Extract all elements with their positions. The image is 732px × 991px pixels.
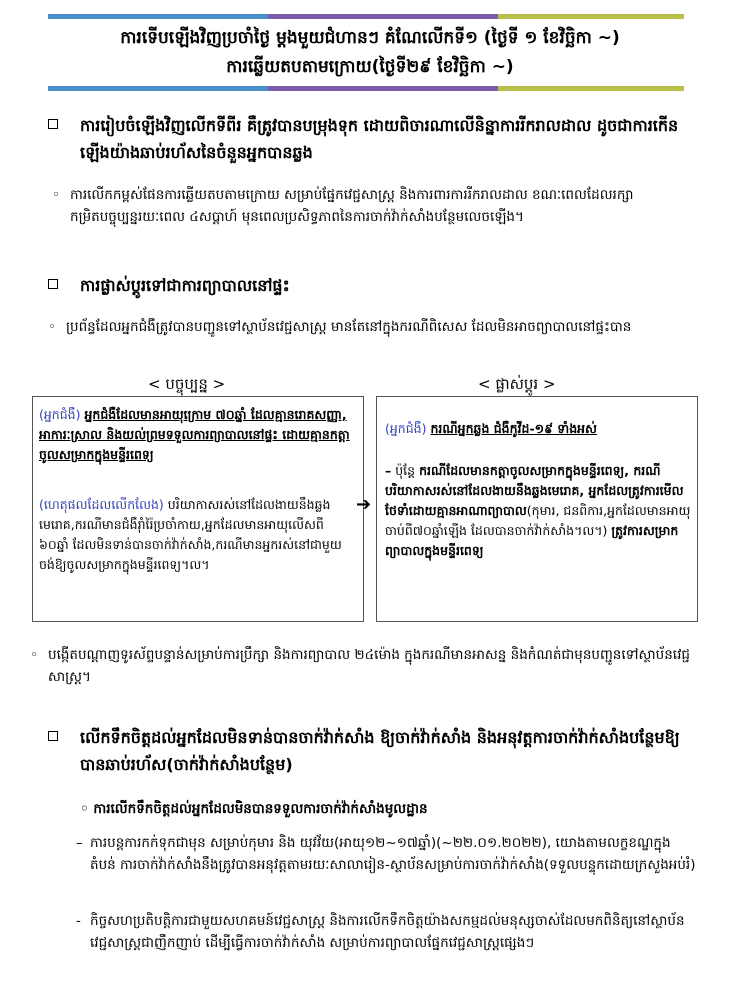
change-exception: – ប៉ុន្តែ ករណីដែលមានកត្តាចូលសម្រាកក្នុងមន្ទីរពេទ្យ, ករណីបរិយាកាសរស់នៅដែលងាយនឹងឆ្លងមេរោគ, អ្នកដែលត្រូវការមើលថែទាំដោយគ្មានអាណាព្យាបាល(កុមារ, ជនពិការ,អ្នកដែលមានអាយុចាប់ពី៧០ឆ្នាំឡើង ដែលបានចាក់វ៉ាក់សាំង។ល។) ត្រូវការសម្រាកព្យាបាលក្នុងមន្ទីរពេទ្យ — [385, 463, 691, 558]
bottom-bar-green — [498, 86, 684, 91]
top-bar-blue — [48, 14, 268, 19]
page-title-line1: ការទើបឡើងវិញប្រចាំថ្ងៃ ម្ដងមួយជំហានៗ គំណែលើកទី១ (ថ្ងៃទី ១ ខែវិច្ឆិកា ~) — [120, 28, 620, 48]
current-label: < បច្ចុប្បន្ន > — [148, 375, 226, 393]
section2-bullet2: ◦ បង្កើតបណ្ដាញទូរស័ព្ទបន្ទាន់សម្រាប់ការប្រឹក្សា និងការព្យាបាល ២៤ម៉ោង ក្នុងករណីមានអាសន្ន និងកំណត់ជាមុនបញ្ជូនទៅស្ថាប័នវេជ្ជសាស្ត្រ។ — [30, 644, 690, 688]
top-bar-purple — [268, 14, 498, 19]
current-box — [32, 396, 364, 622]
checkbox-square-icon — [48, 731, 58, 741]
section1-heading: ការរៀបចំឡើងវិញលើកទីពីរ គឺត្រូវបានបម្រុងទុក ដោយពិចារណាលើនិន្នាការរីករាលដាល ដូចជាការកើនឡើងយ៉ាងឆាប់រហ័សនៃចំនួនអ្នកបានឆ្លង — [48, 112, 698, 166]
section2-bullet: ◦ ប្រព័ន្ធដែលអ្នកជំងឺត្រូវបានបញ្ជូនទៅស្ថាប័នវេជ្ជសាស្ត្រ មានតែនៅក្នុងករណីពិសេស ដែលមិនអាចព្យាបាលនៅផ្ទះបាន — [48, 316, 688, 338]
checkbox-square-icon — [48, 279, 58, 289]
checkbox-square-icon — [48, 119, 58, 129]
page-title-line2: ការឆ្លើយតបតាមក្រោយ(ថ្ងៃទី២៩ ខែវិច្ឆិកា ~) — [226, 57, 514, 77]
change-box — [376, 396, 698, 622]
bullet-icon: ◦ — [48, 319, 56, 335]
bullet-icon: ◦ — [80, 801, 94, 817]
bottom-bar-purple — [268, 86, 498, 91]
current-patient: (អ្នកជំងឺ) អ្នកជំងឺដែលមានអាយុក្រោម ៧០ឆ្នាំ ដែលគ្មានរោគសញ្ញា, អាការៈស្រាល និងយល់ព្រមទទួលការព្យាបាលនៅផ្ទះ ដោយគ្មានកត្តាចូលសម្រាកក្នុងមន្ទីរពេទ្យ — [39, 407, 350, 462]
bullet-icon: ◦ — [30, 647, 38, 663]
current-exception: (ហេតុផលដែលលើកលែង) បរិយាកាសរស់នៅដែលងាយនឹងឆ្លងមេរោគ,ករណីមានជំងឺរ៉ាំរ៉ៃប្រចាំកាយ,អ្នកដែលមានអាយុលើសពី ៦០ឆ្នាំ ដែលមិនទាន់បានចាក់វ៉ាក់សាំង,ករណីមានអ្នករស់នៅជាមួយ ចង់ឱ្យចូលសម្រាកក្នុងមន្ទីរពេទ្យ។ល។ — [39, 497, 342, 572]
bullet-icon: ◦ — [52, 187, 60, 203]
section1-bullet: ◦ ការលើកកម្ពស់ផែនការឆ្លើយតបតាមក្រោយ សម្រាប់ផ្នែកវេជ្ជសាស្ត្រ និងការពារការរីករាលដាល ខណៈពេលដែលរក្សាកម្រិតបច្ចុប្បន្នរយៈពេល ៤សប្ដាហ៍ មុនពេលប្រសិទ្ធភាពនៃការចាក់វ៉ាក់សាំងបន្ថែមលេចឡើង។ — [52, 184, 682, 228]
top-bar-green — [498, 14, 684, 19]
section2-heading: ការផ្លាស់ប្ដូរទៅជាការព្យាបាលនៅផ្ទះ — [48, 272, 698, 299]
section3-item1: – ការបន្តការកក់ទុកជាមុន សម្រាប់កុមារ និង យុវវ័យ(អាយុ១២~១៧ឆ្នាំ)(~២២.០១.២០២២), យោងតាមលក្ខខណ្ឌក្នុងតំបន់ ការចាក់វ៉ាក់សាំងនឹងត្រូវបានអនុវត្តតាមរយៈសាលារៀន-ស្ថាប័នសម្រាប់ការចាក់វ៉ាក់សាំង(ទទួលបន្ទុកដោយក្រសួងអប់រំ) — [76, 835, 696, 873]
change-patient: (អ្នកជំងឺ) ករណីអ្នកឆ្លង ជំងឺកូវីដ-១៩ ទាំងអស់ — [385, 421, 597, 436]
section3-heading: លើកទឹកចិត្តដល់អ្នកដែលមិនទាន់បានចាក់វ៉ាក់សាំង ឱ្យចាក់វ៉ាក់សាំង និងអនុវត្តការចាក់វ៉ាក់សាំងបន្ថែមឱ្យបានឆាប់រហ័ស(ចាក់វ៉ាក់សាំងបន្ថែម) — [48, 724, 698, 778]
arrow-right-icon: ➔ — [356, 494, 372, 515]
bottom-bar-blue — [48, 86, 268, 91]
section3-subheading: ◦ ការលើកទឹកចិត្តដល់អ្នកដែលមិនបានទទួលការចាក់វ៉ាក់សាំងមូលដ្ឋាន — [80, 801, 428, 817]
section3-item2: - កិច្ចសហប្រតិបត្តិការជាមួយសហគមន៍វេជ្ជសាស្ត្រ និងការលើកទឹកចិត្តយ៉ាងសកម្មដល់មនុស្សចាស់ដែលមកពិនិត្យនៅស្ថាប័នវេជ្ជសាស្ត្រជាញឹកញាប់ ដើម្បីធ្វើការចាក់វ៉ាក់សាំង សម្រាប់ការព្យាបាលផ្នែកវេជ្ជសាស្ត្រផ្សេងៗ — [76, 913, 685, 951]
change-label: < ផ្លាស់ប្ដូរ > — [478, 375, 556, 393]
